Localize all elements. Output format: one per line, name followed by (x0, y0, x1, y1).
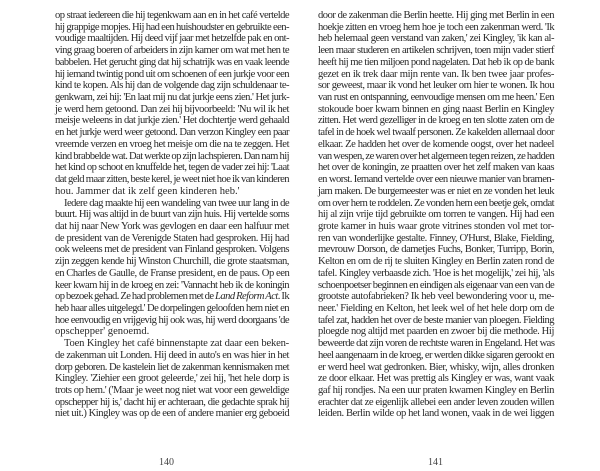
left-page-text (55, 10, 289, 420)
text-line: leen maar studeren en artikelen schrijven, toen mijn vader stierf (318, 45, 554, 57)
text-line: ook weleens met de president van Finland gesproken. Volgens (55, 244, 290, 256)
text-line: heel aangenaam in de kroeg, er werden dikke sigaren gerookt en (318, 349, 554, 361)
text-line: hij al zijn vrije tijd gebruikte om torren te vangen. Hij had een (318, 209, 554, 221)
text-segment: . Ik (277, 291, 290, 303)
text-line: heb helemaal geen verstand van zaken,' zei Kingley, 'ik kan al- (318, 33, 554, 45)
text-line: trots op hem.' ('Maar je weet nog niet wat voor een geweldige (55, 385, 290, 396)
text-line: ving graag boeren of arbeiders in zijn kamer om wat met hen te (55, 45, 289, 57)
text-line: mevrouw Dorson, de dametjes Fuchs, Bonker, Turripp, Borin, (318, 244, 554, 256)
text-line: gaf hij rondjes. Na een uur praten kwamen Kingley en Berlin (318, 385, 554, 396)
text-line: Iedere dag maakte hij een wandeling van twee uur lang in de (64, 197, 289, 209)
text-line: stokoude boer kwam binnen en ging naast Berlin en Kingley (318, 103, 554, 115)
text-line: tafel in de hoek wel twaalf personen. Ze kakelden allemaal door (318, 127, 554, 139)
text-line: sor geweest, maar ik vond het leuker om hier te wonen. Ik hou (318, 80, 554, 92)
text-line: van wespen, ze waren over het algemeen tegen reizen, ze hadden (318, 150, 555, 162)
text-line (55, 291, 289, 303)
text-line: hoekje zitten en vroeg hem hoe je toch een zakenman werd. 'Ik (318, 21, 555, 33)
text-line: en Charles de Gaulle, de Franse president, en de paus. Op een (55, 267, 290, 279)
text-line: de president van de Verenigde Staten had gesproken. Hij had (55, 232, 289, 244)
text-line: tafel zat, hadden het over de beste manier van ploegen. Fielding (318, 314, 554, 326)
page-number-right: 141 (428, 457, 443, 468)
text-line: het kind op schoot en knuffelde het, tegen de vader zei hij: 'Laat (55, 162, 289, 174)
text-line: gezet en ik trek daar mijn rente van. Ik ben twee jaar profes- (318, 68, 554, 80)
text-line: hoe eenvoudig en vrijgevig hij ook was, hij werd doorgaans 'de (55, 314, 289, 326)
text-line: op straat iedereen die hij tegenkwam aan en in het café vertelde (55, 10, 289, 21)
text-line: leiden. Berlin wilde op het land wonen, vaak in de wei liggen (318, 408, 554, 420)
text-line: dat geld maar zitten, beste kerel, je weet niet hoe ik van kinderen (55, 174, 289, 186)
text-line: er werd heel wat gedronken. Bier, whisky, wijn, alles dronken (318, 361, 554, 373)
text-line: zijn zeggen kende hij Winston Churchill, die grote staatsman, (55, 256, 289, 268)
text-line: van rust en ontspanning, eenvoudige mensen om me heen.' Een (318, 92, 554, 104)
text-line: kind brabbelde wat. Dat werkte op zijn lachspieren. Dan nam hij (55, 150, 289, 162)
page-number-left: 140 (159, 457, 174, 468)
text-line: en worst. Iemand vertelde over een nieuwe manier van bramen- (318, 174, 555, 186)
text-line: schoenpoetser beginnen en eindigen als eigenaar van een van de (318, 279, 555, 291)
text-segment: op bezoek gehad. Ze had problemen met de (55, 291, 216, 303)
text-line: opschepper' genoemd. (55, 326, 150, 338)
text-line: heeft hij me tien miljoen pond nagelaten. Dat heb ik op de bank (318, 56, 554, 68)
text-line: babbelen. Het gerucht ging dat hij schatrijk was en vaak leende (55, 56, 289, 68)
text-line: grootste autofabrieken? Ik heb veel bewondering voor u, me- (318, 291, 554, 303)
text-line: je werd hem getoond. Dan zei hij bijvoorbeeld: 'Nu wil ik het (55, 103, 289, 115)
text-line: grote kamer in huis waar grote vitrines stonden vol met tor- (318, 220, 554, 232)
text-line: erachter dat ze eigenlijk allebei een ander leven zouden willen (318, 396, 554, 408)
text-line: ploegde nog altijd met paarden en zwoer bij die methode. Hij (318, 326, 554, 338)
right-page-text (318, 10, 554, 420)
text-line: vreemde verzen en vroeg het meisje om die na te zeggen. Het (55, 138, 290, 150)
text-line: dat hij naar New York was gevlogen en daar een halfuur met (55, 220, 289, 232)
text-line: het over de koningin, ze praatten over het zelf maken van kaas (318, 162, 554, 174)
text-line: door de zakenman die Berlin heette. Hij ging met Berlin in een (318, 10, 554, 21)
text-line: tafel. Kingley verbaasde zich. 'Hoe is het mogelijk,' zei hij, 'als (318, 267, 555, 279)
text-line: hij grappige mopjes. Hij had een huishoudster en gebruikte een- (55, 21, 289, 33)
text-line: zitten. Het werd gezelliger in de kroeg en ten slotte zaten om de (318, 115, 554, 127)
text-line: hou. Jammer dat ik zelf geen kinderen heb.' (55, 185, 240, 197)
text-line: heb haar alles uitgelegd.' De dorpelingen geloofden hem niet en (55, 302, 289, 314)
text-line: om over hem te roddelen. Ze vonden hem een beetje gek, omdat (318, 197, 554, 209)
text-line: Kingley. 'Ziehier een groot geleerde,' zei hij, 'het hele dorp is (55, 373, 289, 385)
text-line: opschepper hij is,' dacht hij er achteraan, die gedachte sprak hij (55, 396, 289, 408)
text-line: en het jurkje werd weer getoond. Dan verzon Kingley een paar (55, 127, 289, 139)
text-line: genkwam, zei hij: 'En laat mij nu dat jurkje eens zien.' Het jurk- (55, 92, 290, 104)
text-line: niet uit.) Kingley was op de een of andere manier erg geboeid (55, 408, 290, 420)
text-line: kind te kopen. Als hij dan de volgende dag zijn schuldenaar te- (55, 80, 289, 92)
text-line: meisje weleens in dat jurkje zien.' Het dochtertje werd gehaald (55, 115, 289, 127)
text-line: beweerde dat zijn voren de rechtste waren in Engeland. Het was (318, 338, 555, 350)
text-line: Toen Kingley het café binnenstapte zat daar een beken- (64, 338, 289, 350)
text-line: ren van wonderlijke gestalte. Finney, O'Hurst, Blake, Fielding, (318, 232, 554, 244)
text-line: Kelton en om de rij te sluiten Kingley en Berlin zaten rond de (318, 256, 554, 268)
text-line: voudige maaltijden. Hij deed vijf jaar met hetzelfde pak en ont- (55, 33, 289, 45)
text-line: keer kwam hij in de kroeg en zei: 'Vannacht heb ik de koningin (55, 279, 289, 291)
text-line: ze door elkaar. Het was prettig als Kingley er was, want vaak (318, 373, 554, 385)
text-line: elkaar. Ze hadden het over de komende oogst, over het nadeel (318, 138, 554, 150)
text-line: neer.' Fielding en Kelton, het leek wel of het hele dorp om de (318, 302, 554, 314)
text-line: de zakenman uit Londen. Hij deed in auto's en was hier in het (55, 349, 289, 361)
text-line: buurt. Hij was altijd in de buurt van zijn huis. Hij vertelde soms (55, 209, 289, 221)
italic-title: Land Reform Act (215, 291, 278, 303)
text-line: jam maken. De burgemeester was er niet en ze vonden het leuk (318, 185, 554, 197)
text-line: dorp geboren. De kastelein liet de zakenman kennismaken met (55, 361, 289, 373)
text-line: hij iemand twintig pond uit om schoenen of een jurkje voor een (55, 68, 289, 80)
